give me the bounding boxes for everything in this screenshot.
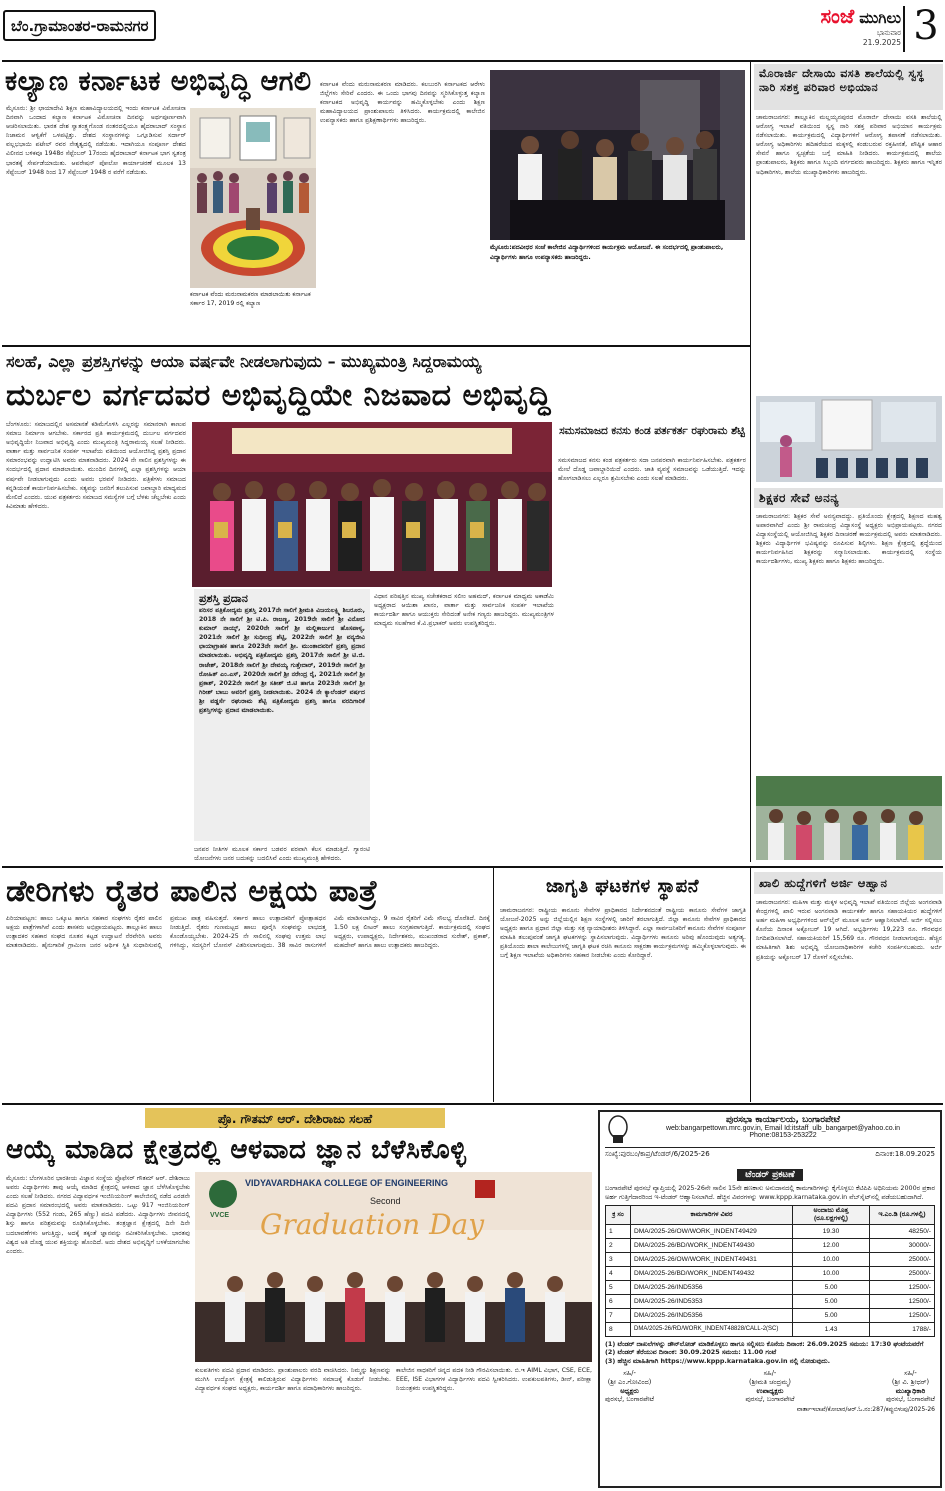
vacancy-body: ಚಾಮರಾಜನಗರ: ಮಹಿಳಾ ಮತ್ತು ಮಕ್ಕಳ ಅಭಿವೃದ್ಧಿ ಇಲಾಖೆ ವತಿಯಿಂದ ಜಿಲ್ಲೆಯ ಅಂಗನವಾಡಿ ಕೇಂದ್ರಗಳಲ್ಲಿ ಖಾಲಿ ಇರುವ ಅಂಗನವಾಡಿ ಕಾರ್ಯಕರ್ತೆ ಹಾಗೂ ಸಹಾಯಕಿಯರ ಹುದ್ದೆಗಳಿಗೆ ಅರ್ಹ ಮಹಿಳಾ ಅಭ್ಯರ್ಥಿಗಳಿಂದ ಆನ್‌ಲೈನ್ ಮೂಲಕ ಅರ್ಜಿ ಆಹ್ವಾನಿಸಲಾಗಿದೆ. ಅರ್ಜಿ ಸಲ್ಲಿಸಲು ಕೊನೆಯ ದಿನಾಂಕ ಅಕ್ಟೋಬರ್ 19 ಆಗಿದೆ. ಅಭ್ಯರ್ಥಿಗಳು 19,223 ರೂ. ಗೌರವಧನ ನಿಗದಿಪಡಿಸಲಾಗಿದೆ. ಸಹಾಯಕಿಯರಿಗೆ 15,569 ರೂ. ಗೌರವಧನ ನೀಡಲಾಗುವುದು. ಹೆಚ್ಚಿನ ಮಾಹಿತಿಗಾಗಿ ಶಿಶು ಅಭಿವೃದ್ಧಿ ಯೋಜನಾಧಿಕಾರಿಗಳ ಕಚೇರಿ ಸಂಪರ್ಕಿಸಬಹುದು. ಅರ್ಜಿ ಪ್ರತಿಯನ್ನು ಅಕ್ಟೋಬರ್ 17 ರೊಳಗೆ ಸಲ್ಲಿಸಬೇಕು. [756,899,942,961]
gowtham-kicker-box [145,1108,445,1128]
row-amount: 12.00 [793,1238,870,1252]
table-row [606,1238,935,1252]
kalyana-photo-caption: ಕರ್ನಾಟಕ ವೆಂದು ಮರುನಾಮಕರಣ ಮಾಡಲಾಯಿತು ಕರ್ನಾಟಕ ಸರ್ಕಾರ 17, 2019 ರಲ್ಲಿ ಕಲ್ಯಾಣ [190,291,311,307]
dairy-headline: ಡೇರಿಗಳು ರೈತರ ಪಾಲಿನ ಅಕ್ಷಯ ಪಾತ್ರೆ [6,874,379,909]
tender-phone: Phone:08153-253222 [749,1132,817,1139]
tender-ref-date: ದಿನಾಂಕ:18.09.2025 [875,1150,935,1158]
page-number: 3 [913,3,939,49]
award-stage-photo-graphic [192,422,552,587]
row-work: DMA/2025-26/IND5353 [631,1294,793,1308]
signatory-vice-president [745,1369,794,1404]
row-emd: 25000/- [870,1252,935,1266]
kalyana-photo-graphic [190,108,316,288]
row-work: DMA/2025-26/RD/WORK_INDENT48828/CALL-2(SC) [631,1322,793,1336]
tender-note2: (2) ಟೆಂಡರ್ ತೆರೆಯುವ ದಿನಾಂಕ: 30.09.2025 ಸಮಯ: 11.00 ಗಂಟೆ [605,1348,777,1357]
sign-role: ಅಧ್ಯಕ್ಷರು [620,1386,639,1395]
sign-sd: ಸಹಿ/- [623,1368,636,1377]
shikshakara-headline: ಶಿಕ್ಷಕರ ಸೇವೆ ಅನನ್ಯ [759,491,840,505]
row-emd: 12500/- [870,1294,935,1308]
shikshakara-photo [756,776,942,860]
graduation-logo-text: VVCE [210,1212,230,1219]
table-row [606,1266,935,1280]
graduation-sub: Second [370,1196,401,1206]
row-work: DMA/2025-26/OW/WORK_INDENT49429 [631,1224,793,1238]
signatory-president [605,1369,654,1404]
table-row [606,1280,935,1294]
tender-title: ಟೆಂಡರ್ ಪ್ರಕಟಣೆ [737,1169,802,1181]
gowtham-kicker: ಪ್ರೊ. ಗೌತಮ್ ಆರ್. ದೇಶಿರಾಜು ಸಲಹೆ [217,1112,373,1126]
row-no: 2 [606,1238,631,1252]
morarji-photo [756,396,942,482]
row-no: 6 [606,1294,631,1308]
tender-col-work: ಕಾಮಗಾರಿಗಳ ವಿವರ [631,1205,793,1224]
kalyana-photo [190,108,316,288]
classroom-photo-graphic [756,396,942,482]
morarji-headline-box [754,64,943,110]
row-work: DMA/2025-26/IND5356 [631,1308,793,1322]
award-box-body: ಪರಿಸರ ಪತ್ರಿಕೋದ್ಯಮ ಪ್ರಶಸ್ತಿ 2017ನೇ ಸಾಲಿಗೆ ಶ್ರೀಮತಿ ವಿಜಯಲಕ್ಷ್ಮಿ ಶಿಬರೂರು, 2018 ನೇ ಸಾಲಿಗೆ ಶ್ರೀ ಟಿ.ಪಿ. ರಾಜಣ್ಣ, 2019ನೇ ಸಾಲಿಗೆ ಶ್ರೀ ವಿನೋದ ಕುಮಾರ್ ನಾಯ್ಕ್, 2020ನೇ ಸಾಲಿಗೆ ಶ್ರೀ ಮಲ್ಲಿಕಾರ್ಜುನ ಹೊಸಪಾಳ್ಯ, 2021ನೇ ಸಾಲಿಗೆ ಶ್ರೀ ಸುಧೀಂದ್ರ ಶೆಟ್ಟಿ, 2022ನೇ ಸಾಲಿಗೆ ಶ್ರೀ ವನ್ಯಜೀವಿ ಛಾಯಾಗ್ರಾಹಕ ಹಾಗೂ 2023ನೇ ಸಾಲಿಗೆ ಶ್ರೀ. ಮುಂತಾದವರಿಗೆ ಪ್ರಶಸ್ತಿ ಪ್ರದಾನ ಮಾಡಲಾಯಿತು. ಅಭಿವೃದ್ಧಿ ಪತ್ರಿಕೋದ್ಯಮ ಪ್ರಶಸ್ತಿ 2017ನೇ ಸಾಲಿಗೆ ಶ್ರೀ ಟಿ.ಜಿ. ರಾಜೇಶ್, 2018ನೇ ಸಾಲಿಗೆ ಶ್ರೀ ದೇವಯ್ಯ ಗುತ್ತೇದಾರ್, 2019ನೇ ಸಾಲಿಗೆ ಶ್ರೀ ರೋಹಿತ್ ಎಂ.ಎಸ್, 2020ನೇ ಸಾಲಿಗೆ ಶ್ರೀ ನರೇಂದ್ರ ರೈ, 2021ನೇ ಸಾಲಿಗೆ ಶ್ರೀ ಪ್ರಕಾಶ್, 2022ನೇ ಸಾಲಿಗೆ ಶ್ರೀ ಸತೀಶ್ ಜಿ.ಟಿ ಹಾಗೂ 2023ನೇ ಸಾಲಿಗೆ ಶ್ರೀ ಗಿರೀಶ್ ಬಾಬು ಅವರಿಗೆ ಪ್ರಶಸ್ತಿ ನೀಡಲಾಯಿತು. 2024 ನೇ ಕ್ಯಾಲೆಂಡರ್ ವರ್ಷದ ಶ್ರೀ ವಡ್ಡರ್ಸೆ ರಘುರಾಮ ಶೆಟ್ಟಿ ಪತ್ರಿಕೋದ್ಯಮ ಪ್ರಶಸ್ತಿ ಹಾಗೂ ವರದಿಗಾರಿಕೆ ಪ್ರಶಸ್ತಿಗಳನ್ನು ಪ್ರದಾನ ಮಾಡಲಾಯಿತು. [199,607,365,715]
paper-name-part1: ಸಂಜೆ [820,4,855,28]
table-row [606,1252,935,1266]
event-photo-graphic [490,70,745,240]
tender-intro: ಬಂಗಾರಪೇಟೆ ಪುರಸಭೆ ವ್ಯಾಪ್ತಿಯಲ್ಲಿ 2025-26ನೇ ಸಾಲಿನ 15ನೇ ಹಣಕಾಸು ಅನುದಾನದಲ್ಲಿ ಕಾಮಗಾರಿಗಳನ್ನು ಕೈಗೊಳ್ಳಲು ಕೆಟಿಪಿಪಿ ಅಧಿನಿಯಮ 2000ರ ಪ್ರಕಾರ ಅರ್ಹ ಗುತ್ತಿಗೆದಾರರಿಂದ ಇ-ಟೆಂಡರ್ ಆಹ್ವಾನಿಸಲಾಗಿದೆ. ಹೆಚ್ಚಿನ ವಿವರಗಳನ್ನು www.kppp.karnataka.gov.in ವೆಬ್‌ಸೈಟ್‌ನಲ್ಲಿ ಪಡೆಯಬಹುದಾಗಿದೆ. [605,1184,935,1201]
masthead-day: ಭಾನುವಾರ [876,29,901,37]
teachers-photo-graphic [756,776,942,860]
masthead-logo [756,4,901,54]
tender-notice [598,1110,942,1488]
row-amount: 5.00 [793,1308,870,1322]
paper-name-part2: ಮುಗಿಲು [859,9,901,27]
gowtham-body-right: ಕಾಲೇಜಿನ ಸಾಧಕರಿಗೆ ಚಿನ್ನದ ಪದಕ ನೀಡಿ ಗೌರವಿಸಲಾಯಿತು. ಬಿ.ಇ AIML ವಿಭಾಗ, CSE, ECE, EEE, ISE ವಿಭಾಗಗಳ ವಿದ್ಯಾರ್ಥಿಗಳು ಪದವಿ ಸ್ವೀಕರಿಸಿದರು. ಉಪಕುಲಪತಿಗಳು, ಡೀನ್, ಪರೀಕ್ಷಾ ನಿಯಂತ್ರಕರು ಉಪಸ್ಥಿತರಿದ್ದರು. [396,1367,592,1393]
table-row [606,1294,935,1308]
row-no: 5 [606,1280,631,1294]
tender-office: ಪುರಸಭಾ ಕಾರ್ಯಾಲಯ, ಬಂಗಾರಪೇಟೆ [726,1115,840,1125]
gowtham-body-mid: ಕುಲಪತಿಗಳು ಪದವಿ ಪ್ರದಾನ ಮಾಡಿದರು. ಪ್ರಾಂಶುಪಾಲರು ವರದಿ ವಾಚಿಸಿದರು. ನಿಮ್ಮನ್ನು ಶಿಕ್ಷಣವನ್ನು ಮುಗಿಸಿ ಉದ್ಯೋಗ ಕ್ಷೇತ್ರಕ್ಕೆ ಕಾಲಿಡುತ್ತಿರುವ ವಿದ್ಯಾರ್ಥಿಗಳು ಸಮಾಜಕ್ಕೆ ಕೊಡುಗೆ ನೀಡಬೇಕು. ವಿದ್ಯಾವರ್ಧಕ ಸಂಘದ ಅಧ್ಯಕ್ಷರು, ಕಾರ್ಯದರ್ಶಿ ಹಾಗೂ ಪದಾಧಿಕಾರಿಗಳು ಹಾಜರಿದ್ದರು. [195,1367,391,1393]
gowtham-headline: ಆಯ್ಕೆ ಮಾಡಿದ ಕ್ಷೇತ್ರದಲ್ಲಿ ಆಳವಾದ ಜ್ಞಾನ ಬೆಳೆಸಿಕೊಳ್ಳಿ [6,1135,467,1165]
tender-note1: (1) ಟೆಂಡರ್ ದಾಖಲೆಗಳನ್ನು ಡೌನ್‌ಲೋಡ್ ಮಾಡಿಕೊಳ್ಳಲು ಹಾಗೂ ಸಲ್ಲಿಸಲು ಕೊನೆಯ ದಿನಾಂಕ: 26.09.2025 ಸಮಯ: 17:30 ಘಂಟೆಯವರೆಗೆ [605,1339,924,1348]
masthead-date: 21.9.2025 [862,38,901,47]
row-no: 4 [606,1266,631,1280]
row-emd: 25000/- [870,1266,935,1280]
award-box-title: ಪ್ರಶಸ್ತಿ ಪ್ರದಾನ [199,592,248,605]
shikshakara-body: ಚಾಮರಾಜನಗರ: ಶಿಕ್ಷಕರ ಸೇವೆ ಅನನ್ಯವಾದದ್ದು. ಪ್ರತಿಯೊಂದು ಕ್ಷೇತ್ರದಲ್ಲಿ ಶಿಕ್ಷಣದ ಮಹತ್ವ ಅಪಾರವಾಗಿದೆ ಎಂದು ಶ್ರೀ ರಾಮಚಂದ್ರ ವಿದ್ಯಾಸಂಸ್ಥೆ ಅಧ್ಯಕ್ಷರು ಅಭಿಪ್ರಾಯಪಟ್ಟರು. ನಗರದ ವಿದ್ಯಾಸಂಸ್ಥೆಯಲ್ಲಿ ಆಯೋಜಿಸಿದ್ದ ಶಿಕ್ಷಕರ ದಿನಾಚರಣೆ ಕಾರ್ಯಕ್ರಮದಲ್ಲಿ ಅವರು ಮಾತನಾಡಿದರು. ಶಿಕ್ಷಕರು ವಿದ್ಯಾರ್ಥಿಗಳ ಭವಿಷ್ಯವನ್ನು ರೂಪಿಸುವ ಶಿಲ್ಪಿಗಳು. ಶಿಕ್ಷಣ ಕ್ಷೇತ್ರದಲ್ಲಿ ಶ್ರದ್ಧೆಯಿಂದ ಕಾರ್ಯನಿರ್ವಹಿಸಿದ ಶಿಕ್ಷಕರನ್ನು ಸನ್ಮಾನಿಸಲಾಯಿತು. ಕಾರ್ಯಕ್ರಮದಲ್ಲಿ ಸಂಸ್ಥೆಯ ಕಾರ್ಯದರ್ಶಿಗಳು, ಮುಖ್ಯ ಶಿಕ್ಷಕರು ಹಾಗೂ ಶಿಕ್ಷಕರು ಹಾಜರಿದ್ದರು. [756,513,942,566]
row-amount: 5.00 [793,1280,870,1294]
row-no: 7 [606,1308,631,1322]
vacancy-headline: ಖಾಲಿ ಹುದ್ದೆಗಳಿಗೆ ಅರ್ಜಿ ಆಹ್ವಾನ [759,876,888,890]
shikshakara-headline-box [754,488,943,508]
jagruti-headline: ಜಾಗೃತಿ ಘಟಕಗಳ ಸ್ಥಾಪನೆ [546,876,699,897]
tender-note3: (3) ಹೆಚ್ಚಿನ ಮಾಹಿತಿಗಾಗಿ https://www.kppp.karnataka.gov.in ನಲ್ಲಿ ನೋಡುವುದು. [605,1357,831,1366]
morarji-body: ಚಾಮರಾಜನಗರ: ತಾಲ್ಲೂಕಿನ ಮಲ್ಲಯ್ಯನಪುರದ ಮೊರಾರ್ಜಿ ದೇಸಾಯಿ ವಸತಿ ಶಾಲೆಯಲ್ಲಿ ಆರೋಗ್ಯ ಇಲಾಖೆ ವತಿಯಿಂದ ಸ್ವಸ್ಥ ನಾರಿ ಸಶಕ್ತ ಪರಿವಾರ ಅಭಿಯಾನ ಕಾರ್ಯಕ್ರಮ ನಡೆಸಲಾಯಿತು. ಕಾರ್ಯಕ್ರಮದಲ್ಲಿ ವಿದ್ಯಾರ್ಥಿಗಳಿಗೆ ಆರೋಗ್ಯ ತಪಾಸಣೆ ನಡೆಸಲಾಯಿತು. ಆರೋಗ್ಯ ಅಧಿಕಾರಿಗಳು ಹದಿಹರೆಯದ ಮಕ್ಕಳಲ್ಲಿ ಕಂಡುಬರುವ ರಕ್ತಹೀನತೆ, ಪೌಷ್ಟಿಕ ಆಹಾರ ಸೇವನೆ ಹಾಗೂ ಸ್ವಚ್ಛತೆಯ ಬಗ್ಗೆ ಮಾಹಿತಿ ನೀಡಿದರು. ಕಾರ್ಯಕ್ರಮದಲ್ಲಿ ಶಾಲೆಯ ಪ್ರಾಂಶುಪಾಲರು, ಶಿಕ್ಷಕರು ಹಾಗೂ ಸಿಬ್ಬಂದಿ ವರ್ಗದವರು ಹಾಜರಿದ್ದರು. ಶಿಕ್ಷಕರು ಹಾಗೂ ಇನ್ನಿತರ ಅಧಿಕಾರಿಗಳು, ಶಾಲೆಯ ಮುಖ್ಯಾಧಿಕಾರಿಗಳು ಹಾಜರಿದ್ದರು. [756,114,942,176]
row-work: DMA/2025-26/IND5356 [631,1280,793,1294]
sign-place: ಪುರಸಭೆ, ಬಂಗಾರಪೇಟೆ [745,1395,795,1404]
kalyana-body-left: ಮೈಸೂರು: ಶ್ರೀ ಛಾಯಾದೇವಿ ಶಿಕ್ಷಣ ಮಹಾವಿದ್ಯಾಲಯದಲ್ಲಿ ಇಂದು ಕರ್ನಾಟಕ ವಿಮೋಚನಾ ದಿನವಾಗಿ ಒಂದಾದ ಕಲ್ಯಾಣ ಕರ್ನಾಟಕ ವಿಮೋಚನಾ ದಿನವನ್ನು ಅರ್ಥಪೂರ್ಣವಾಗಿ ಆಚರಿಸಲಾಯಿತು. ಭಾರತ ದೇಶ ಸ್ವಾತಂತ್ರ್ಯಗೊಂಡ ನಂತರದಲ್ಲಿಯೂ ಹೈದರಾಬಾದ್ ಸಂಸ್ಥಾನ ನಿಜಾಮನ ಆಳ್ವಿಕೆಗೆ ಒಳಪಟ್ಟಿತ್ತು. ದೇಶದ ಸಂಸ್ಥಾನಗಳನ್ನು ಒಗ್ಗೂಡಿಸುವ ಸರ್ದಾರ್ ವಲ್ಲಭಭಾಯಿ ಪಟೇಲ್ ರವರ ನೇತೃತ್ವದಲ್ಲಿ ನಡೆಯಿತು. ಇದಾಗಿಯೂ ಸಂಪೂರ್ಣ ದೇಶದ ವಿಲೀನದ ಬಳಿಕವೂ 1948ರ ಸೆಪ್ಟೆಂಬರ್ 17ರಂದು ಹೈದರಾಬಾದ್ ಕರ್ನಾಟಕ ಭಾಗ ಸ್ವತಂತ್ರ ಭಾರತಕ್ಕೆ ಸೇರ್ಪಡೆಯಾಯಿತು. ಆಪರೇಷನ್ ಪೋಲೋ ಕಾರ್ಯಾಚರಣೆ ಮೂಲಕ 13 ಸೆಪ್ಟೆಂಬರ್ 1948 ರಿಂದ 17 ಸೆಪ್ಟೆಂಬರ್ 1948 ರ ವರೆಗೆ ನಡೆಯಿತು. [6,105,186,176]
table-row [606,1224,935,1238]
row-emd: 12500/- [870,1308,935,1322]
tender-col-emd: ಇ.ಎಂ.ಡಿ (ರೂ.ಗಳಲ್ಲಿ) [870,1205,935,1224]
kalyana-headline: ಕಲ್ಯಾಣ ಕರ್ನಾಟಕ ಅಭಿವೃದ್ಧಿ ಆಗಲಿ [5,66,312,97]
jagruti-body: ಚಾಮರಾಜನಗರ: ರಾಷ್ಟ್ರೀಯ ಕಾನೂನು ಸೇವೆಗಳ ಪ್ರಾಧಿಕಾರದ ನಿರ್ದೇಶನದಂತೆ ರಾಷ್ಟ್ರೀಯ ಕಾನೂನು ಸೇವೆಗಳ ಜಾಗೃತಿ ಯೋಜನೆ-2025 ಅನ್ನು ಜಿಲ್ಲೆಯಲ್ಲಿನ ಶಿಕ್ಷಣ ಸಂಸ್ಥೆಗಳಲ್ಲಿ ಜಾರಿಗೆ ತರಲಾಗುತ್ತಿದೆ. ಜಿಲ್ಲಾ ಕಾನೂನು ಸೇವೆಗಳ ಪ್ರಾಧಿಕಾರದ ಅಧ್ಯಕ್ಷರು ಹಾಗೂ ಪ್ರಧಾನ ಜಿಲ್ಲಾ ಮತ್ತು ಸತ್ರ ನ್ಯಾಯಾಧೀಶರು ತಿಳಿಸಿದ್ದಾರೆ. ಎಲ್ಲಾ ಸಾರ್ವಜನಿಕರಿಗೆ ಕಾನೂನು ಸೇವೆಗಳ ಸಂಪೂರ್ಣ ಮಾಹಿತಿ ತಲುಪುವಂತೆ ಜಾಗೃತಿ ಘಟಕಗಳನ್ನು ಸ್ಥಾಪಿಸಲಾಗುವುದು. ವಿದ್ಯಾರ್ಥಿಗಳು ಕಾನೂನು ಅರಿವು ಹೊಂದುವುದು ಅತ್ಯಗತ್ಯ. ಪ್ರತಿಯೊಂದು ಶಾಲಾ ಕಾಲೇಜುಗಳಲ್ಲಿ ಜಾಗೃತಿ ಘಟಕ ರಚಿಸಿ ಕಾನೂನು ಸಾಕ್ಷರತಾ ಕಾರ್ಯಕ್ರಮಗಳನ್ನು ಹಮ್ಮಿಕೊಳ್ಳಲಾಗುವುದು. ಈ ಬಗ್ಗೆ ಶಿಕ್ಷಣ ಇಲಾಖೆಯ ಅಧಿಕಾರಿಗಳು ಸಹಕಾರ ನೀಡಬೇಕು ಎಂದು ಕೋರಿದ್ದಾರೆ. [500,907,746,960]
sign-name: (ಶ್ರೀ ವಿ. ಶ್ರೀಧರ್) [891,1377,930,1386]
table-row [606,1322,935,1336]
row-emd: 12500/- [870,1280,935,1294]
row-work: DMA/2025-26/BD/WORK_INDENT49432 [631,1266,793,1280]
tender-table [605,1205,935,1337]
siddaramaiah-body-mid-bottom: ಜನಪರ ನೀತಿಗಳ ಮೂಲಕ ಸರ್ಕಾರ ಬಡವರ ಪರವಾಗಿ ಕೆಲಸ ಮಾಡುತ್ತಿದೆ. ಗ್ಯಾರಂಟಿ ಯೋಜನೆಗಳು ಜನರ ಬದುಕನ್ನು ಬದಲಿಸಿವೆ ಎಂದು ಮುಖ್ಯಮಂತ್ರಿ ಹೇಳಿದರು. [194,846,370,863]
sign-role: ಮುಖ್ಯಾಧಿಕಾರಿ [895,1386,926,1395]
sign-name: (ಶ್ರೀ ಎಂ.ಗೋವಿಂದ) [607,1377,652,1386]
siddaramaiah-headline: ದುರ್ಬಲ ವರ್ಗದವರ ಅಭಿವೃದ್ಧಿಯೇ ನಿಜವಾದ ಅಭಿವೃದ್ಧಿ [6,378,551,413]
siddaramaiah-kicker: ಸಲಹೆ, ಎಲ್ಲಾ ಪ್ರಶಸ್ತಿಗಳನ್ನು ಆಯಾ ವರ್ಷವೇ ನೀಡಲಾಗುವುದು – ಮುಖ್ಯಮಂತ್ರಿ ಸಿದ್ದರಾಮಯ್ಯ [6,352,482,371]
graduation-title: Graduation Day [260,1208,485,1241]
kalyana-right-caption: ಮೈಸೂರು:ಪದವೀಧರ ಸಂಜೆ ಕಾಲೇಜಿನ ವಿದ್ಯಾರ್ಥಿಗಳಿಂದ ಕಾರ್ಯಕ್ರಮ ಆಯೋಜನೆ. ಈ ಸಂದರ್ಭದಲ್ಲಿ ಪ್ರಾಂಶುಪಾಲರು, ವಿದ್ಯಾರ್ಥಿಗಳು ಹಾಗೂ ಉಪನ್ಯಾಸಕರು ಹಾಜರಿದ್ದರು. [490,244,724,261]
siddaramaiah-subhead: ಸಮಸಮಾಜದ ಕನಸು ಕಂಡ ಪರ್ತಕರ್ತ ರಘುರಾಮ ಶೆಟ್ಟಿ [559,425,745,437]
award-box [194,589,370,841]
tender-ref-no: ಸಂಖ್ಯೆ:ಪುರಬಂ/ಕಾಪ್ರ/ಟೆಂಡರ್/6/2025-26 [605,1150,710,1158]
tender-footer: ವಾರ್ತಾಇಲಾಖೆ/ಕೋಲಾರ/ಆರ್.ಓ.ನಂ:287/ಕಪ್ಪುಬಿಳುಪು/2025-26 [796,1406,935,1414]
siddaramaiah-photo [192,422,552,587]
sign-name: (ಶ್ರೀಮತಿ ಚಂದ್ರಮ್ಮ) [749,1377,791,1386]
row-amount: 19.30 [793,1224,870,1238]
sign-place: ಪುರಸಭೆ, ಬಂಗಾರಪೇಟೆ [885,1395,935,1404]
row-work: DMA/2025-26/BD/WORK_INDENT49430 [631,1238,793,1252]
morarji-headline: ಮೊರಾರ್ಜಿ ದೇಸಾಯಿ ವಸತಿ ಶಾಲೆಯಲ್ಲಿ ಸ್ವಸ್ಥ ನಾರಿ ಸಶಕ್ತ ಪರಿವಾರ ಅಭಿಯಾನ [759,67,925,94]
graduation-banner: VIDYAVARDHAKA COLLEGE OF ENGINEERING [245,1178,449,1188]
row-amount: 5.00 [793,1294,870,1308]
row-work: DMA/2025-26/OW/WORK_INDENT49431 [631,1252,793,1266]
row-amount: 10.00 [793,1252,870,1266]
tender-web: web:bangarpettown.mrc.gov.in, Email Id:itstaff_ulb_bangarpet@yahoo.co.in [665,1125,901,1132]
government-emblem-icon [605,1115,631,1145]
sign-role: ಉಪಾಧ್ಯಕ್ಷರು [756,1386,784,1395]
vacancy-headline-box [754,872,943,894]
sign-sd: ಸಹಿ/- [763,1368,777,1377]
row-no: 1 [606,1224,631,1238]
siddaramaiah-body-mid: ವಿಧಾನ ಪರಿಷತ್ತಿನ ಮುಖ್ಯ ಸಚೇತಕರಾದ ಸಲೀಂ ಅಹಮದ್, ಕರ್ನಾಟಕ ಮಾಧ್ಯಮ ಅಕಾಡೆಮಿ ಅಧ್ಯಕ್ಷರಾದ ಆಯಿಶಾ ಖಾನಂ, ವಾರ್ತಾ ಮತ್ತು ಸಾರ್ವಜನಿಕ ಸಂಪರ್ಕ ಇಲಾಖೆಯ ಕಾರ್ಯದರ್ಶಿ ಹಾಗೂ ಆಯುಕ್ತರು ಸೇರಿದಂತೆ ಅನೇಕ ಗಣ್ಯರು ಹಾಜರಿದ್ದರು. ಮುಖ್ಯಮಂತ್ರಿಗಳ ಮಾಧ್ಯಮ ಸಲಹೆಗಾರ ಕೆ.ವಿ.ಪ್ರಭಾಕರ್ ಅವರು ಉಪಸ್ಥಿತರಿದ್ದರು. [374,593,554,628]
row-no: 8 [606,1322,631,1336]
row-emd: 48250/- [870,1224,935,1238]
sign-place: ಪುರಸಭೆ, ಬಂಗಾರಪೇಟೆ [605,1395,655,1404]
siddaramaiah-body-right: ಸಮಸಮಾಜದ ಕನಸು ಕಂಡ ಪತ್ರಕರ್ತರು ಸದಾ ಜನಪರವಾಗಿ ಕಾರ್ಯನಿರ್ವಹಿಸಬೇಕು. ಪತ್ರಕರ್ತರ ಮೇಲೆ ದೊಡ್ಡ ಜವಾಬ್ದಾರಿಯಿದೆ ಎಂದರು. ಜಾತಿ ವ್ಯವಸ್ಥೆ ಸಮಾಜವನ್ನು ಒಡೆಯುತ್ತಿದೆ. ಇದನ್ನು ಹೋಗಲಾಡಿಸಲು ಎಲ್ಲರೂ ಶ್ರಮಿಸಬೇಕು ಎಂದು ಸಲಹೆ ಮಾಡಿದರು. [558,457,746,483]
siddaramaiah-body-left: ಬೆಂಗಳೂರು: ಸಮಾಜದಲ್ಲಿನ ಅಸಮಾನತೆ ಕಡಿಮೆಗೊಳಿಸಿ ಎಲ್ಲರನ್ನು ಸಮಾನರಾಗಿ ಕಾಣುವ ಸಮಾಜ ನಿರ್ಮಾಣ ಆಗಬೇಕು. ಸರ್ಕಾರದ ಪ್ರತಿ ಕಾರ್ಯಕ್ರಮದಲ್ಲಿ ದುರ್ಬಲ ವರ್ಗದವರ ಅಭಿವೃದ್ಧಿಯೇ ನಿಜವಾದ ಅಭಿವೃದ್ಧಿ ಎಂದು ಮುಖ್ಯಮಂತ್ರಿ ಸಿದ್ದರಾಮಯ್ಯ ಸಲಹೆ ನೀಡಿದರು. ವಾರ್ತಾ ಮತ್ತು ಸಾರ್ವಜನಿಕ ಸಂಪರ್ಕ ಇಲಾಖೆಯ ವತಿಯಿಂದ ಆಯೋಜಿಸಿದ್ದ ಪ್ರಶಸ್ತಿ ಪ್ರದಾನ ಸಮಾರಂಭವನ್ನು ಉದ್ಘಾಟಿಸಿ ಅವರು ಮಾತನಾಡಿದರು. 2024 ನೇ ಸಾಲಿನ ಪ್ರಶಸ್ತಿಗಳನ್ನು ಈ ಸಂದರ್ಭದಲ್ಲಿ ಪ್ರದಾನ ಮಾಡಲಾಯಿತು. ಮುಂದಿನ ದಿನಗಳಲ್ಲಿ ಎಲ್ಲಾ ಪ್ರಶಸ್ತಿಗಳನ್ನು ಆಯಾ ವರ್ಷವೇ ನೀಡಲಾಗುವುದು ಎಂದು ಅವರು ಭರವಸೆ ನೀಡಿದರು. ಪತ್ರಿಕೆಗಳು ಸಮಾಜದ ಕನ್ನಡಿಯಂತೆ ಕಾರ್ಯನಿರ್ವಹಿಸಬೇಕು. ಸತ್ಯವನ್ನು ಜನರಿಗೆ ತಲುಪಿಸುವ ಜವಾಬ್ದಾರಿ ಮಾಧ್ಯಮದ ಮೇಲಿದೆ ಎಂದರು. ಯುವ ಪತ್ರಕರ್ತರು ಸಮಾಜದ ಸಮಸ್ಯೆಗಳ ಬಗ್ಗೆ ಬೆಳಕು ಚೆಲ್ಲಬೇಕು ಎಂದು ಕಿವಿಮಾತು ಹೇಳಿದರು. [6,421,186,510]
row-emd: 1788/- [870,1322,935,1336]
row-amount: 10.00 [793,1266,870,1280]
table-row [606,1308,935,1322]
kalyana-right-photo [490,70,745,240]
tender-col-no: ಕ್ರ ಸಂ [606,1205,631,1224]
row-no: 3 [606,1252,631,1266]
kalyana-body-mid: ಕರ್ನಾಟಕ ವೆಂದು ಮರುನಾಮಕರಣ ಮಾಡಿದರು. ಕಲಬುರಗಿ ಕರ್ನಾಟಕದ ಆರೇಳು ಜಿಲ್ಲೆಗಳು ಸೇರಿವೆ ಎಂದರು. ಈ ಒಂದು ಭಾಗವು ದಿನವನ್ನು ಸ್ಮರಿಸಿಕೊಳ್ಳುತ್ತ ಕಲ್ಯಾಣ ಕರ್ನಾಟಕದ ಅಭಿವೃದ್ಧಿ ಕಾರ್ಯವನ್ನು ಹಮ್ಮಿಕೊಳ್ಳಬೇಕು ಎಂದು ಶಿಕ್ಷಣ ಮಹಾವಿದ್ಯಾಲಯದ ಪ್ರಾಂಶುಪಾಲರು ತಿಳಿಸಿದರು. ಕಾರ್ಯಕ್ರಮದಲ್ಲಿ ಕಾಲೇಜಿನ ಉಪನ್ಯಾಸಕರು ಹಾಗೂ ಪ್ರಶಿಕ್ಷಣಾರ್ಥಿಗಳು ಹಾಜರಿದ್ದರು. [320,81,485,125]
section-tag-label: ಬೆಂ.ಗ್ರಾಮಾಂತರ-ರಾಮನಗರ [11,17,149,35]
dairy-body: ಪಿರಿಯಾಪಟ್ಟಣ: ಹಾಲು ಒಕ್ಕೂಟ ಹಾಗೂ ಸಹಕಾರ ಸಂಘಗಳು ರೈತರ ಪಾಲಿನ ಅಕ್ಷಯ ಪಾತ್ರೆಗಳಾಗಿವೆ ಎಂದು ಶಾಸಕರು ಅಭಿಪ್ರಾಯಪಟ್ಟರು. ತಾಲ್ಲೂಕಿನ ಹಾಲು ಉತ್ಪಾದಕರ ಸಹಕಾರ ಸಂಘದ ನೂತನ ಕಟ್ಟಡ ಉದ್ಘಾಟನೆ ನೆರವೇರಿಸಿ ಅವರು ಮಾತನಾಡಿದರು. ಹೈನುಗಾರಿಕೆ ಗ್ರಾಮೀಣ ಜನರ ಆರ್ಥಿಕ ಸ್ಥಿತಿ ಸುಧಾರಿಸುವಲ್ಲಿ ಪ್ರಮುಖ ಪಾತ್ರ ವಹಿಸುತ್ತದೆ. ಸರ್ಕಾರ ಹಾಲು ಉತ್ಪಾದಕರಿಗೆ ಪ್ರೋತ್ಸಾಹಧನ ನೀಡುತ್ತಿದೆ. ರೈತರು ಗುಣಮಟ್ಟದ ಹಾಲು ಪೂರೈಸಿ ಸಂಘವನ್ನು ಲಾಭದತ್ತ ಕೊಂಡೊಯ್ಯಬೇಕು. 2024-25 ನೇ ಸಾಲಿನಲ್ಲಿ ಸಂಘವು ಉತ್ತಮ ಲಾಭ ಗಳಿಸಿದ್ದು, ಸದಸ್ಯರಿಗೆ ಬೋನಸ್ ವಿತರಿಸಲಾಗುವುದು. 38 ಸಾವಿರ ರಾಸುಗಳಿಗೆ ವಿಮೆ ಮಾಡಿಸಲಾಗಿದ್ದು, 9 ಸಾವಿರ ರೈತರಿಗೆ ವಿಮೆ ಸೌಲಭ್ಯ ದೊರೆತಿದೆ. ದಿನಕ್ಕೆ 1.50 ಲಕ್ಷ ಲೀಟರ್ ಹಾಲು ಸಂಗ್ರಹವಾಗುತ್ತಿದೆ. ಕಾರ್ಯಕ್ರಮದಲ್ಲಿ ಸಂಘದ ಅಧ್ಯಕ್ಷರು, ಉಪಾಧ್ಯಕ್ಷರು, ನಿರ್ದೇಶಕರು, ಮುಖಂಡರಾದ ಸುರೇಶ್, ಪ್ರಕಾಶ್, ಮಹದೇವ್ ಹಾಗೂ ಹಾಲು ಉತ್ಪಾದಕರು ಹಾಜರಿದ್ದರು. [6,915,490,950]
section-tag [3,4,293,58]
signatory-chief-officer [886,1369,935,1404]
row-emd: 30000/- [870,1238,935,1252]
row-amount: 1.43 [793,1322,870,1336]
sign-sd: ಸಹಿ/- [904,1368,917,1377]
gowtham-body-left: ಮೈಸೂರು: ಬೆಂಗಳೂರಿನ ಭಾರತೀಯ ವಿಜ್ಞಾನ ಸಂಸ್ಥೆಯ ಪ್ರೊಫೆಸರ್ ಗೌತಮ್ ಆರ್. ದೇಶಿರಾಜು ಅವರು ವಿದ್ಯಾರ್ಥಿಗಳು ತಾವು ಆಯ್ಕೆ ಮಾಡಿದ ಕ್ಷೇತ್ರದಲ್ಲಿ ಆಳವಾದ ಜ್ಞಾನ ಬೆಳೆಸಿಕೊಳ್ಳಬೇಕು ಎಂದು ಸಲಹೆ ನೀಡಿದರು. ನಗರದ ವಿದ್ಯಾವರ್ಧಕ ಇಂಜಿನಿಯರಿಂಗ್ ಕಾಲೇಜಿನಲ್ಲಿ ನಡೆದ ಎರಡನೇ ಪದವಿ ಪ್ರದಾನ ಸಮಾರಂಭದಲ್ಲಿ ಅವರು ಮಾತನಾಡಿದರು. ಒಟ್ಟು 917 ಇಂಜಿನಿಯರಿಂಗ್ ವಿದ್ಯಾರ್ಥಿಗಳು (552 ಗಂಡು, 265 ಹೆಣ್ಣು) ಪದವಿ ಪಡೆದರು. ವಿದ್ಯಾರ್ಥಿಗಳು ಜೀವನದಲ್ಲಿ ಶಿಸ್ತು ಹಾಗೂ ಪರಿಶ್ರಮವನ್ನು ರೂಢಿಸಿಕೊಳ್ಳಬೇಕು. ತಂತ್ರಜ್ಞಾನ ಕ್ಷೇತ್ರದಲ್ಲಿ ದಿನೇ ದಿನೇ ಬದಲಾವಣೆಗಳು ಆಗುತ್ತಿದ್ದು, ಅದಕ್ಕೆ ತಕ್ಕಂತೆ ಜ್ಞಾನವನ್ನು ನವೀಕರಿಸಿಕೊಳ್ಳಬೇಕು. ಭಾರತವು ವಿಶ್ವದ ಅತಿ ದೊಡ್ಡ ಯುವ ಶಕ್ತಿಯನ್ನು ಹೊಂದಿದೆ. ಅದು ದೇಶದ ಅಭಿವೃದ್ಧಿಗೆ ಬಳಕೆಯಾಗಬೇಕು ಎಂದರು. [6,1175,190,1255]
tender-col-amount: ಅಂದಾಜು ಮೊತ್ತ (ರೂ.ಲಕ್ಷಗಳಲ್ಲಿ) [793,1205,870,1224]
